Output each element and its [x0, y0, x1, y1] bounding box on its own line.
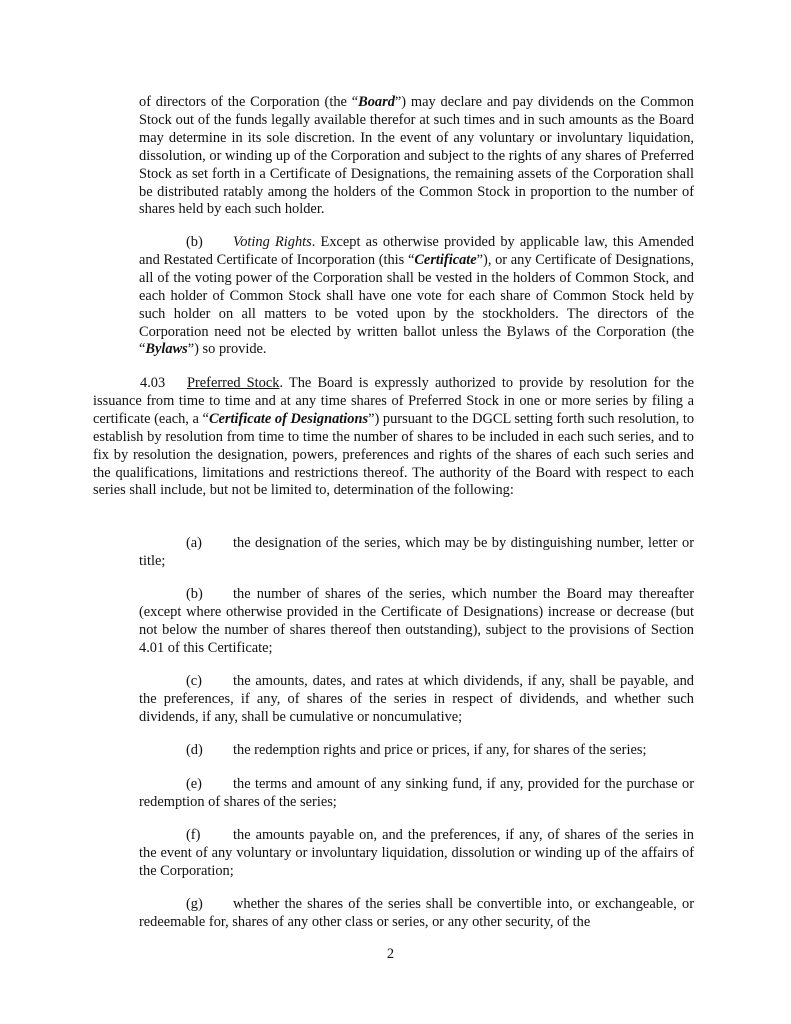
list-item-label: (f) [186, 827, 201, 843]
clause-label: (b) [186, 234, 203, 250]
list-item-text: the designation of the series, which may be by distinguishing number, letter or title; [139, 535, 694, 569]
text-run: ”) may declare and pay dividends on the Common Stock out of the funds legally available therefor at such times and in such amounts as the Board may determine in its sole discretion. In the event of any voluntary or involuntary liquidation, dissolution, or winding up of the Corporation and subject to the rights of any shares of Preferred Stock as set forth in a Certificate of Designations, the remaining assets of the Corporation shall be distributed ratably among the holders of the Common Stock in proportion to the number of shares held by each such holder. [139, 94, 694, 218]
list-item-label: (b) [186, 586, 203, 602]
section-4-03-preferred-stock [93, 375, 694, 500]
list-item-text: the terms and amount of any sinking fund, if any, provided for the purchase or redemption of shares of the series; [139, 776, 694, 810]
defined-term-certificate: Certificate [414, 251, 477, 268]
list-item [139, 896, 694, 932]
section-heading: Preferred Stock [187, 375, 280, 391]
defined-term-board: Board [358, 94, 395, 110]
list-item-text: the amounts, dates, and rates at which dividends, if any, shall be payable, and the preferences, if any, of shares of the series in respect of dividends, and whether such dividends, if any, shall be cumulative or noncumulative; [139, 673, 694, 725]
list-item-label: (a) [186, 535, 202, 551]
list-item [139, 586, 694, 658]
list-item-label: (c) [186, 673, 202, 689]
paragraph-voting-rights [139, 234, 694, 359]
section-number: 4.03 [140, 375, 166, 391]
list-item-label: (e) [186, 776, 202, 792]
list-item-text: the number of shares of the series, which number the Board may thereafter (except where otherwise provided in the Certificate of Designations) increase or decrease (but not below the number of shares thereof then outstanding), subject to the provisions of Section 4.01 of this Certificate; [139, 586, 694, 656]
defined-term-certificate-of-designations: Certificate of Designations [208, 410, 369, 427]
text-run: ”) pursuant to the DGCL setting forth such resolution, to establish by resolution from time to time the number of shares to be included in each such series, and to fix by resolution the designation, powers, preferences and rights of the shares of each such series and the qualifications, limitations and restrictions thereof. The authority of the Board with respect to each series shall include, but not be limited to, determination of the following: [93, 410, 695, 499]
list-item [139, 673, 694, 727]
text-run: ”), or any Certificate of Designations, all of the voting power of the Corporation shall be vested in the holders of Common Stock, and each holder of Common Stock shall have one vote for each share of Common Stock held by such holder on all matters to be voted upon by the stockholders. The directors of the Corporation need not be elected by written ballot unless the Bylaws of the Corporation (the “ [139, 251, 694, 358]
list-item [139, 742, 694, 760]
list-item-label: (d) [186, 742, 203, 758]
list-item [139, 776, 694, 812]
list-item-text: whether the shares of the series shall be convertible into, or exchangeable, or redeemable for, shares of any other class or series, or any other security, of the [139, 896, 694, 930]
text-run: ”) so provide. [187, 341, 267, 358]
defined-term-bylaws: Bylaws [145, 341, 188, 358]
list-item-label: (g) [186, 896, 203, 912]
text-run: . The Board is expressly authorized to provide by resolution for the issuance from time to time and at any time shares of Preferred Stock in one or more series by filing a certificate (each, a “ [93, 375, 694, 427]
text-run: of directors of the Corporation (the “ [139, 94, 359, 110]
list-item [139, 827, 694, 881]
list-item-text: the redemption rights and price or prices, if any, for shares of the series; [233, 742, 647, 758]
clause-heading: Voting Rights [233, 234, 312, 250]
page-number: 2 [386, 946, 395, 962]
text-run: . Except as otherwise provided by applicable law, this Amended and Restated Certificate of Incorporation (this “ [139, 234, 694, 268]
list-item-text: the amounts payable on, and the preferences, if any, of shares of the series in the event of any voluntary or involuntary liquidation, dissolution or winding up of the affairs of the Corporation; [139, 827, 694, 879]
list-item [139, 535, 694, 571]
paragraph-dividends-continuation [139, 94, 694, 219]
